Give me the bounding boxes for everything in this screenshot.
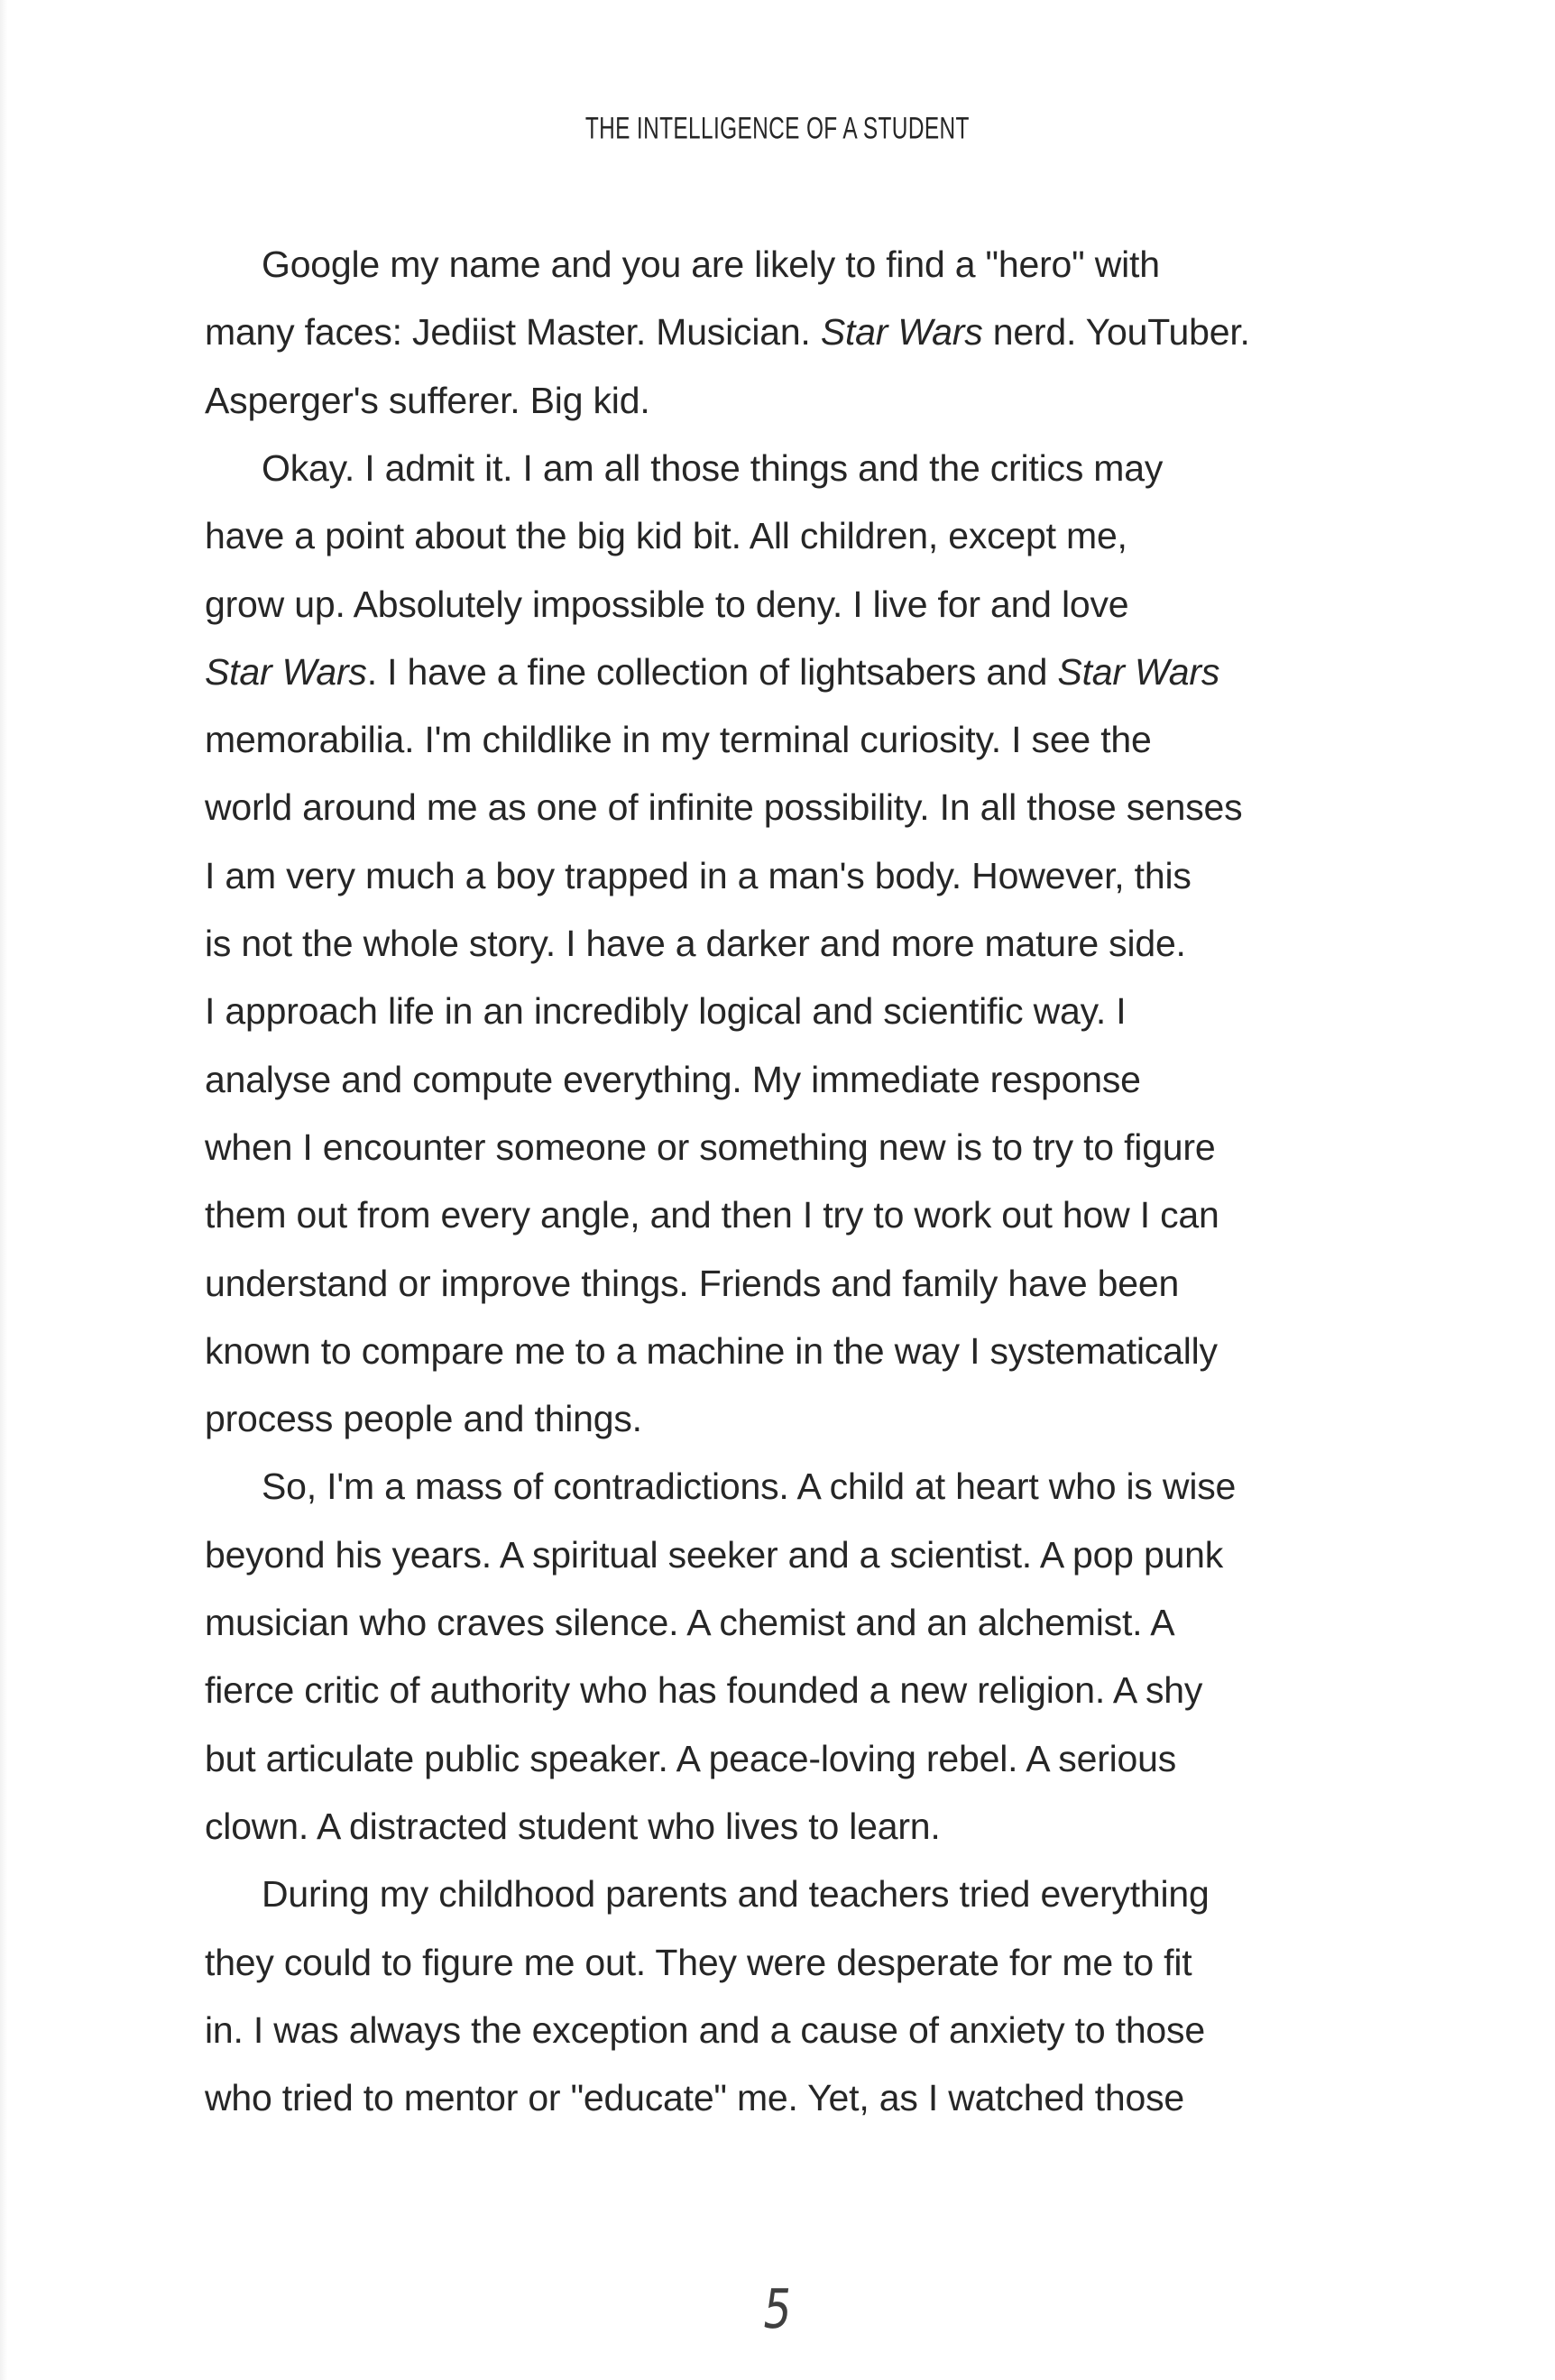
text-line [205,1052,1141,1107]
text-run: nerd. YouTuber. [982,311,1250,354]
text-run: who tried to mentor or "educate" me. Yet, as I watched those [205,2077,1185,2119]
text-run: they could to figure me out. They were desperate for me to fit [205,1941,1192,1983]
italic-title: Star Wars [1057,650,1220,693]
text-line [205,1120,1215,1174]
text-run: understand or improve things. Friends and family have been [205,1262,1180,1304]
text-run: During my childhood parents and teachers tried everything [262,1873,1210,1916]
text-line [205,305,1250,359]
text-run: world around me as one of infinite possibility. In all those senses [205,786,1243,829]
text-run: grow up. Absolutely impossible to deny. I live for and love [205,583,1129,625]
text-line [205,509,1127,563]
text-line [205,1188,1219,1242]
text-run: known to compare me to a machine in the way I systematically [205,1329,1218,1372]
text-run: analyse and compute everything. My immediate response [205,1058,1141,1100]
text-run: many faces: Jediist Master. Musician. [205,311,821,354]
text-run: So, I'm a mass of contradictions. A child at heart who is wise [262,1466,1237,1508]
paragraph-first-line [262,1459,1236,1513]
text-run: I approach life in an incredibly logical and scientific way. I [205,990,1127,1033]
text-line [205,916,1186,970]
text-line [205,849,1192,903]
italic-title: Star Wars [205,650,367,693]
text-run: Okay. I admit it. I am all those things and the critics may [262,446,1164,489]
text-line [205,577,1128,631]
text-line [205,645,1219,699]
text-line [205,1392,642,1446]
page-number [0,2278,1555,2341]
text-line [205,1732,1176,1786]
text-line [205,1799,941,1853]
text-run: musician who craves silence. A chemist and an alchemist. A [205,1602,1175,1643]
text-run: process people and things. [205,1398,642,1440]
text-line [205,2071,1184,2125]
text-run: but articulate public speaker. A peace-loving rebel. A serious [205,1737,1177,1779]
running-header-text: THE INTELLIGENCE OF A STUDENT [585,110,970,145]
text-line [205,1528,1223,1582]
text-line [205,984,1127,1038]
text-line [205,1663,1202,1717]
text-run: fierce critic of authority who has founded a new religion. A shy [205,1669,1203,1712]
paragraph-first-line [262,441,1163,495]
text-run: beyond his years. A spiritual seeker and a scientist. A pop punk [205,1533,1224,1576]
text-run: is not the whole story. I have a darker and more mature side. [205,923,1186,964]
text-run: have a point about the big kid bit. All children, except me, [205,515,1127,557]
page-number-text: 5 [759,2278,796,2341]
italic-title: Star Wars [820,311,983,354]
text-line [205,1595,1174,1649]
text-run: in. I was always the exception and a cause of anxiety to those [205,2008,1205,2051]
text-run: . I have a fine collection of lightsabers and [366,650,1058,693]
text-run: when I encounter someone or something new is to try to figure [205,1126,1216,1168]
text-run: Google my name and you are likely to find a "hero" with [262,244,1160,285]
text-run: memorabilia. I'm childlike in my terminal curiosity. I see the [205,719,1152,761]
text-line [205,712,1152,767]
text-line [205,780,1242,834]
text-run: clown. A distracted student who lives to learn. [205,1805,941,1847]
text-run: I am very much a boy trapped in a man's body. However, this [205,854,1192,896]
text-line [205,1935,1192,1989]
paragraph-first-line [262,1867,1210,1921]
running-header [0,110,1555,146]
text-line [205,373,650,427]
text-run: Asperger's sufferer. Big kid. [205,379,650,421]
text-run: them out from every angle, and then I try to work out how I can [205,1194,1219,1236]
text-line [205,2003,1205,2057]
text-line [205,1256,1179,1310]
scan-edge-shadow [0,0,7,2380]
paragraph-first-line [262,237,1160,291]
text-line [205,1324,1218,1378]
